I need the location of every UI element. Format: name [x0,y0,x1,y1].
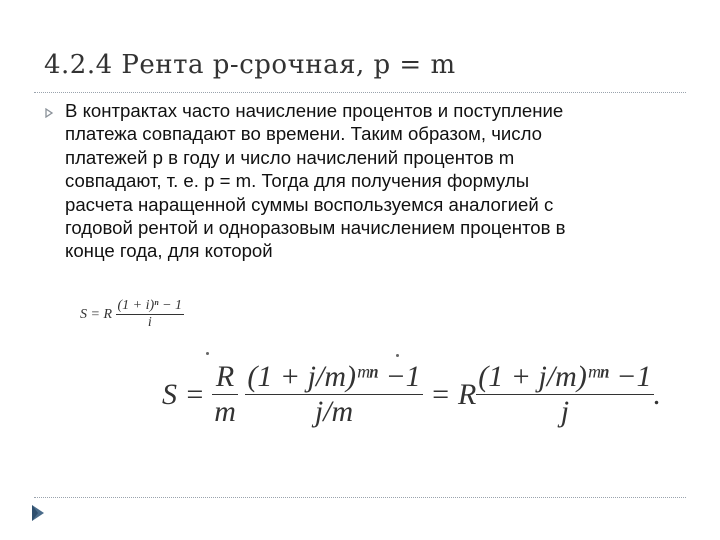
title-divider [34,92,686,93]
formula-large-frac3-numerator: (1 + j/m)ᵐⁿ −1 [478,360,652,393]
formula-large-frac1-numerator: R [215,360,235,393]
formula-large-lhs: S = [162,377,205,411]
formula-small-fraction [116,298,185,331]
formula-large-frac2-denominator: j/m [245,394,422,429]
triangle-bullet-icon [44,108,54,118]
formula-large-frac2-numerator: (1 + j/m)ᵐⁿ −1 [247,360,421,393]
formula-large-fraction-3 [476,360,653,429]
formula-large-fraction-2 [245,360,422,429]
formula-large-rhs-coefficient: R [457,377,477,411]
formula-small-lhs: S = R [80,306,112,322]
formula-small-numerator: (1 + i)ⁿ − 1 [117,298,183,313]
scan-speck [206,352,209,355]
footer-divider [34,497,686,498]
nav-arrow-icon[interactable] [30,503,46,523]
formula-large-frac1-denominator: m [214,395,236,428]
formula-p-term-rent [162,360,661,429]
scan-speck [396,354,399,357]
formula-small-denominator: i [116,314,185,331]
formula-annual-rent [80,298,184,331]
formula-large-fraction-1 [212,360,238,429]
formula-large-terminator: . [653,377,662,411]
formula-large-frac3-denominator: j [476,394,653,429]
bullet-paragraph: В контрактах часто начисление процентов и поступление платежа совпадают во времени. Таким образом, число платежей р в году и число начислений процентов m совпадают, т. е. р = m. Тогда для получения формулы расчета наращенной суммы воспользуемся аналогией с годовой рентой и одноразовым начислением процентов в конце года, для которой [65,100,566,262]
formula-large-equals: = [430,377,451,411]
slide-title: 4.2.4 Рента р-срочная, р = m [44,50,456,80]
